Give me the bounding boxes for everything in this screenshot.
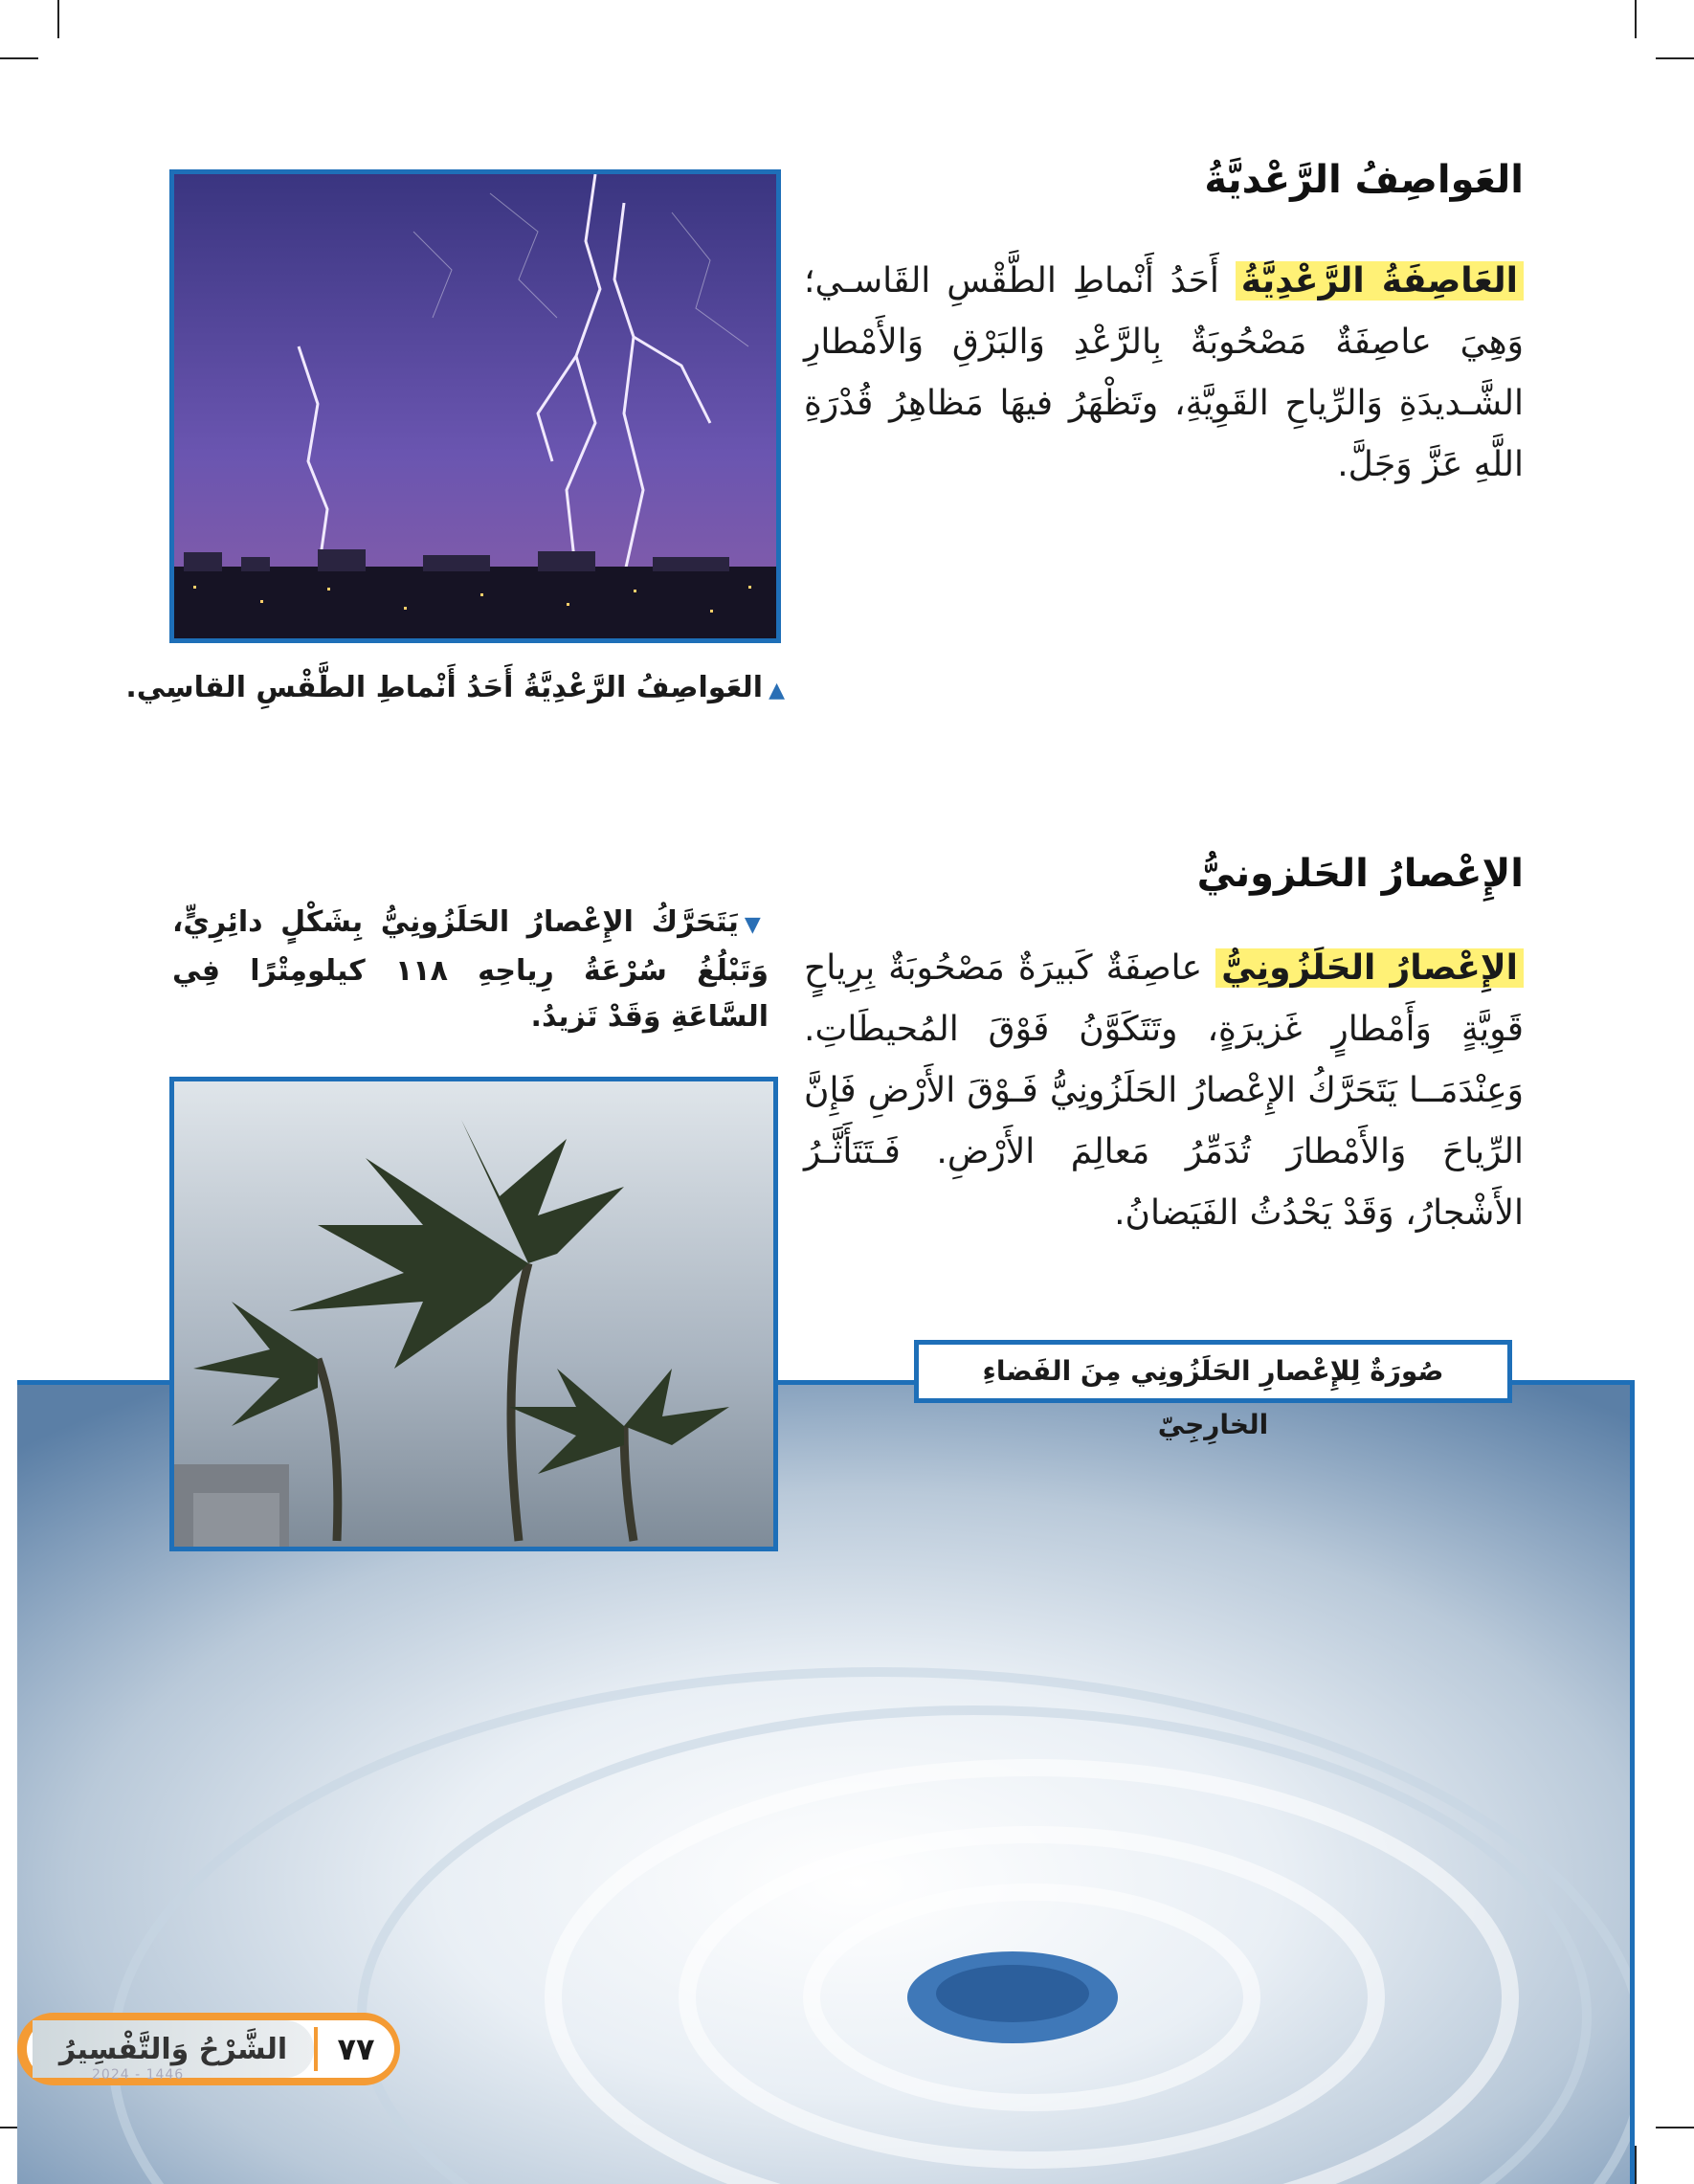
lightning-image	[174, 174, 776, 638]
caption-triangle-icon: ▲	[769, 679, 785, 702]
hurricane-definition: عاصِفَةٌ كَبيرَةٌ مَصْحُوبَةٌ بِرِياحٍ قَوِيَّةٍ وَأَمْطارٍ غَزيرَةٍ، وتَتَكَوَّنُ فَوْقَ المُحيطَاتِ. وَعِنْدَمَــا يَتَحَرَّكُ الإِعْصارُ الحَلَزُونِيُّ فَـوْقَ الأَرْضِ فَإِنَّ الرِّياحَ وَالأَمْطارَ تُدَمِّرُ مَعالِمَ الأَرْضِ. فَـتَتَأَثَّـرُ الأَشْجارُ، وَقَدْ يَحْدُثُ الفَيَضانُ.	[804, 948, 1524, 1233]
caption-triangle-icon: ▼	[744, 913, 769, 937]
palm-trees-image	[174, 1081, 773, 1547]
crop-mark	[1656, 57, 1694, 59]
palm-trees-photo	[169, 1077, 778, 1551]
thunderstorm-definition: أَحَدُ أَنْماطِ الطَّقْسِ القَاسـي؛ وَهِيَ عاصِفَةٌ مَصْحُوبَةٌ بِالرَّعْدِ وَالبَرْقِ وَالأَمْطارِ الشَّـديدَةِ وَالرِّياحِ القَوِيَّةِ، وتَظْهَرُ فيهَا مَظاهِرُ قُدْرَةِ اللَّهِ عَزَّ وَجَلَّ.	[804, 261, 1524, 484]
thunderstorm-term: العَاصِفَةُ الرَّعْدِيَّةُ	[1236, 261, 1524, 301]
palm-trees-caption-text: يَتَحَرَّكُ الإِعْصارُ الحَلَزُونِيُّ بِشَكْلٍ دائِرِيٍّ، وَتَبْلُغُ سُرْعَةُ رِياحِهِ ١١٨ كيلومِتْرًا فِي السَّاعَةِ وَقَدْ تَزيدُ.	[172, 905, 769, 1034]
lightning-caption	[125, 665, 785, 714]
crop-mark	[1656, 2127, 1694, 2128]
crop-mark	[1635, 0, 1637, 38]
lightning-caption-text: العَواصِفُ الرَّعْدِيَّةُ أَحَدُ أَنْماطِ الطَّقْسِ القاسِي.	[125, 671, 764, 704]
thunderstorms-heading: العَواصِفُ الرَّعْديَّةُ	[1204, 158, 1524, 202]
page-number: ٧٧	[337, 2031, 375, 2067]
crop-mark	[57, 0, 59, 38]
lightning-photo	[169, 169, 781, 643]
footer-badge-inner	[27, 2020, 394, 2078]
crop-mark	[0, 57, 38, 59]
crop-mark	[1635, 2146, 1637, 2184]
book-title: الشَّرْحُ وَالتَّفْسِيرُ	[33, 2020, 314, 2078]
space-photo-label: صُورَةٌ لِلإِعْصارِ الحَلَزُونِي مِنَ الفَضاءِ الخارِجِيّ	[914, 1340, 1512, 1403]
hurricane-paragraph	[804, 938, 1524, 1244]
hurricane-term: الإِعْصارُ الحَلَزُونِيُّ	[1215, 948, 1524, 988]
hurricane-heading: الإِعْصارُ الحَلزونيُّ	[1196, 852, 1524, 896]
thunderstorms-paragraph	[804, 251, 1524, 496]
footer-faint-text: 2024 - 1446	[92, 2067, 185, 2083]
palm-trees-caption	[172, 900, 769, 1040]
